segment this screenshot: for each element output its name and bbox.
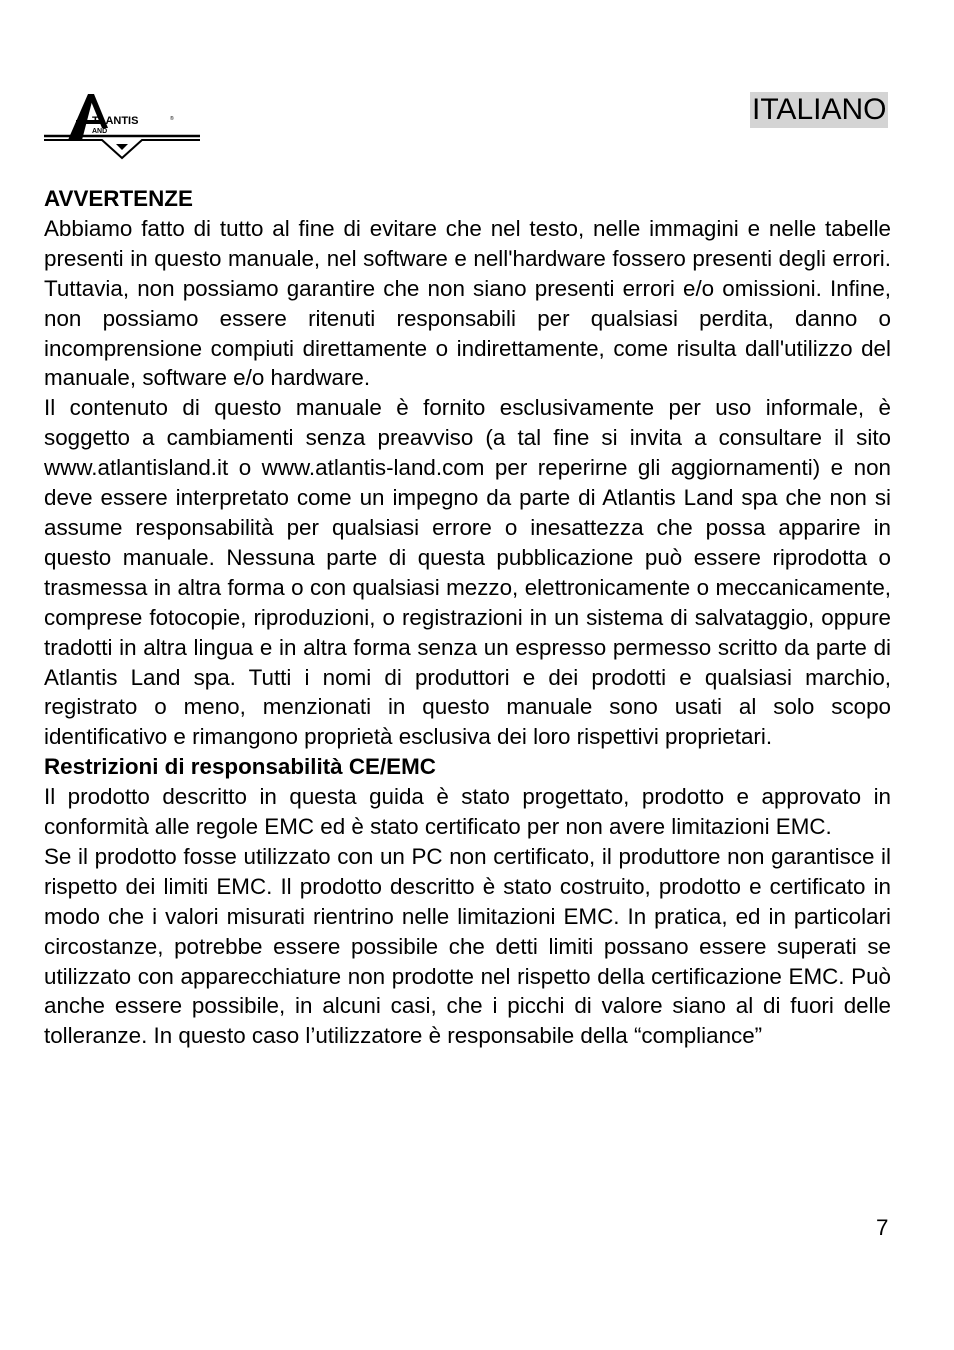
paragraph: Il contenuto di questo manuale è fornito esclusivamente per uso informale, è soggetto a cambiamenti senza preavviso (a tal fine si invita a consultare il sito www.atlantisland.it o www.atlantis-land.com per reperirne gli aggiornamenti) e non deve essere interpretato come un impegno da parte di Atlantis Land spa che non si assume responsabilità per qualsiasi errore o inesattezza che possa apparire in questo manuale. Nessuna parte di questa pubblicazione può essere riprodotta o trasmessa in altra forma o con qualsiasi mezzo, elettronicamente o meccanicamente, comprese fotocopie, riproduzioni, o registrazioni in un sistema di salvataggio, oppure tradotti in altra lingua e in altra forma senza un espresso permesso scritto da parte di Atlantis Land spa. Tutti i nomi di produttori e dei prodotti e qualsiasi marchio, registrato o meno, menzionati in questo manuale sono usati al solo scopo identificativo e rimangono proprietà esclusiva dei loro rispettivi proprietari. xyxy=(44,395,891,750)
paragraph: Se il prodotto fosse utilizzato con un PC non certificato, il produttore non garantisce il rispetto dei limiti EMC. Il prodotto descritto è stato costruito, prodotto e certificato in modo che i valori misurati rientrino nelle limitazioni EMC. In pratica, ed in particolari circostanze, potrebbe essere possibile che detti limiti possano essere superati se utilizzato con apparecchiature non prodotte nel rispetto della certificazione EMC. Può anche essere possibile, in alcuni casi, che i picchi di valore siano al di fuori delle tolleranze. In questo caso l’utilizzatore è responsabile della “compliance” xyxy=(44,843,891,1049)
svg-text:AND: AND xyxy=(92,128,108,135)
section-title-avvertenze: AVVERTENZE xyxy=(44,186,193,211)
svg-text:®: ® xyxy=(170,116,174,122)
paragraph: Il prodotto descritto in questa guida è stato progettato, prodotto e approvato in conformità alle regole EMC ed è stato certificato per non avere limitazioni EMC. xyxy=(44,784,891,840)
paragraph: Abbiamo fatto di tutto al fine di evitare che nel testo, nelle immagini e nelle tabelle presenti in questo manuale, nel software e nell'hardware fossero presenti degli errori. Tuttavia, non possiamo garantire che non siano presenti errori e/o omissioni. Infine, non possiamo essere ritenuti responsabili per qualsiasi perdita, danno o incomprensione compiuti direttamente o indirettamente, come risulta dall'utilizzo del manuale, software e/o hardware. xyxy=(44,215,891,391)
page-number: 7 xyxy=(876,1215,889,1240)
document-body xyxy=(44,184,891,1051)
atlantis-land-logo xyxy=(42,90,202,162)
section-title-restrizioni: Restrizioni di responsabilità CE/EMC xyxy=(44,754,436,780)
language-label: ITALIANO xyxy=(752,93,887,126)
svg-text:TLANTIS: TLANTIS xyxy=(92,115,139,127)
